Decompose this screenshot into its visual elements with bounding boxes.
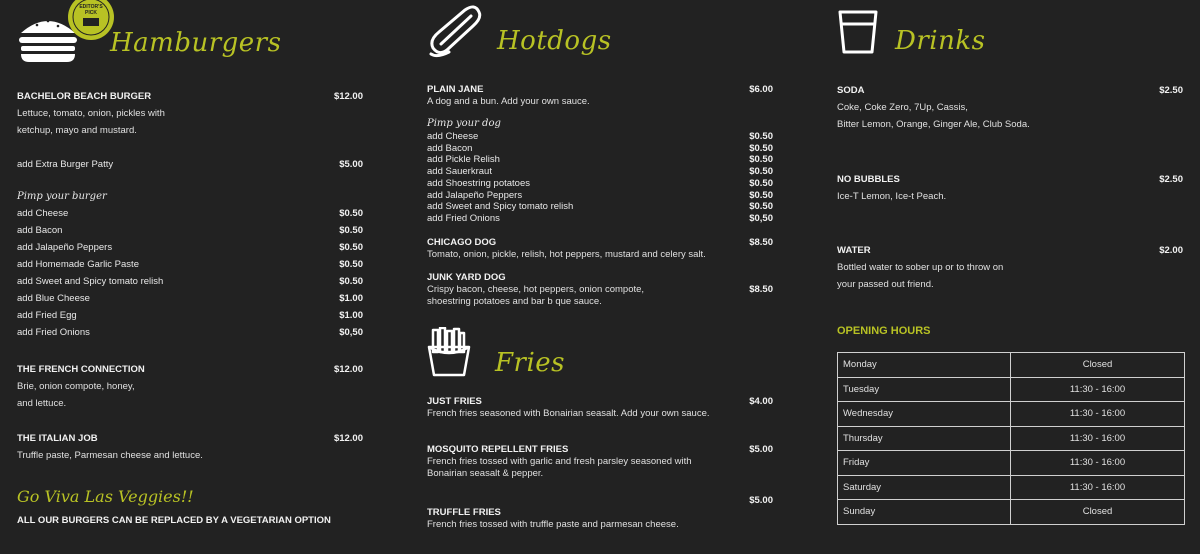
addon-price: $0.50 (749, 189, 773, 201)
addon-price: $0.50 (749, 131, 773, 142)
menu-item (17, 361, 363, 412)
addon-price: $0.50 (339, 259, 363, 270)
table-row (838, 426, 1185, 451)
item-name: CHICAGO DOG (427, 237, 497, 248)
addon-price: $0.50 (749, 177, 773, 189)
drinks-heading: Drinks (895, 26, 986, 56)
addon-price: $0.50 (339, 225, 363, 236)
addon-price: $0.50 (749, 154, 773, 166)
addon-price: $0,50 (749, 212, 773, 224)
item-desc: Ice-T Lemon, Ice-t Peach. (837, 191, 947, 202)
item-price: $4.00 (749, 396, 773, 407)
item-name: TRUFFLE FRIES (427, 507, 501, 518)
addon-label: add Fried Onions (427, 212, 500, 224)
item-desc: and lettuce. (17, 398, 67, 409)
table-row (838, 475, 1185, 500)
item-price: $5.00 (749, 495, 773, 506)
addon-price: $1.00 (339, 293, 363, 304)
burger-addons (17, 188, 363, 341)
addon-label: add Jalapeño Peppers (427, 189, 523, 201)
item-name: JUNK YARD DOG (427, 272, 506, 283)
item-name: PLAIN JANE (427, 84, 484, 95)
item-desc: Lettuce, tomato, onion, pickles with (17, 108, 165, 119)
menu-item (837, 242, 1183, 293)
badge-text: EDITOR'S PICK (79, 4, 103, 16)
day-cell: Sunday (838, 500, 1011, 525)
opening-hours-title: OPENING HOURS (837, 325, 931, 337)
item-desc: French fries tossed with truffle paste and parmesan cheese. (427, 519, 679, 530)
item-desc: French fries tossed with garlic and fresh parsley seasoned with (427, 456, 692, 467)
addon-price: $0.50 (749, 142, 773, 154)
item-name: NO BUBBLES (837, 174, 900, 185)
addon-price: $0.50 (339, 276, 363, 287)
table-row (838, 500, 1185, 525)
day-cell: Friday (838, 451, 1011, 476)
hotdog-addons (427, 117, 773, 225)
item-desc: French fries seasoned with Bonairian seasalt. Add your own sauce. (427, 408, 710, 419)
addon-label: add Blue Cheese (17, 293, 90, 304)
addon-price: $1.00 (339, 310, 363, 321)
time-cell: Closed (1011, 353, 1185, 378)
item-price: $12.00 (333, 364, 363, 375)
addon-label: add Homemade Garlic Paste (17, 259, 139, 270)
addon-label: add Cheese (17, 208, 69, 219)
fries-icon (427, 327, 471, 377)
item-desc: A dog and a bun. Add your own sauce. (427, 96, 590, 107)
addon-label: add Sweet and Spicy tomato relish (427, 201, 574, 213)
menu-item (17, 88, 363, 139)
day-cell: Wednesday (838, 402, 1011, 427)
veggie-note: ALL OUR BURGERS CAN BE REPLACED BY A VEGETARIAN OPTION (17, 515, 331, 526)
pimp-burger-title: Pimp your burger (17, 191, 107, 202)
item-desc: Bottled water to sober up or to throw on (837, 262, 1004, 273)
time-cell: Closed (1011, 500, 1185, 525)
table-row (838, 353, 1185, 378)
menu-item (427, 495, 773, 531)
opening-hours-table (837, 352, 1185, 525)
day-cell: Tuesday (838, 377, 1011, 402)
menu-item (427, 84, 773, 108)
item-desc: your passed out friend. (837, 279, 934, 290)
menu-item (837, 82, 1183, 133)
item-price: $2.50 (1159, 174, 1183, 185)
item-price: $12.00 (333, 433, 363, 444)
veggie-heading: Go Viva Las Veggies!! (17, 487, 194, 506)
item-desc: Brie, onion compote, honey, (17, 381, 135, 392)
extra-patty (17, 156, 363, 173)
addon-price: $0.50 (749, 166, 773, 178)
item-name: THE FRENCH CONNECTION (17, 364, 145, 375)
item-name: THE ITALIAN JOB (17, 433, 98, 444)
day-cell: Thursday (838, 426, 1011, 451)
item-name: WATER (837, 245, 871, 256)
item-name: SODA (837, 85, 865, 96)
addon-price: $0,50 (339, 327, 363, 338)
addon-label: add Bacon (17, 225, 63, 236)
item-price: $8.50 (749, 237, 773, 248)
addon-label: add Fried Egg (17, 310, 77, 321)
menu-item (427, 272, 773, 308)
time-cell: 11:30 - 16:00 (1011, 451, 1185, 476)
item-name: MOSQUITO REPELLENT FRIES (427, 444, 569, 455)
hamburgers-heading: Hamburgers (110, 28, 282, 58)
item-price: $2.00 (1159, 245, 1183, 256)
hotdogs-heading: Hotdogs (497, 26, 612, 56)
addon-label: add Fried Onions (17, 327, 90, 338)
addon-label: add Sauerkraut (427, 166, 492, 178)
item-price: $12.00 (333, 91, 363, 102)
time-cell: 11:30 - 16:00 (1011, 402, 1185, 427)
fries-heading: Fries (495, 348, 566, 378)
day-cell: Monday (838, 353, 1011, 378)
time-cell: 11:30 - 16:00 (1011, 377, 1185, 402)
extra-price: $5.00 (339, 159, 363, 170)
item-desc: Tomato, onion, pickle, relish, hot peppers, mustard and celery salt. (427, 249, 706, 260)
item-desc: shoestring potatoes and bar b que sauce. (427, 296, 602, 307)
item-price: $2.50 (1159, 85, 1183, 96)
cup-icon (837, 9, 879, 55)
table-row (838, 402, 1185, 427)
item-desc: Coke, Coke Zero, 7Up, Cassis, (837, 102, 968, 113)
item-price: $5.00 (749, 444, 773, 455)
item-desc: Crispy bacon, cheese, hot peppers, onion compote, (427, 284, 645, 295)
menu-item (427, 237, 773, 261)
extra-label: add Extra Burger Patty (17, 159, 114, 170)
hotdog-icon (427, 4, 483, 58)
addon-label: add Bacon (427, 142, 473, 154)
menu-item (17, 430, 363, 464)
item-name: BACHELOR BEACH BURGER (17, 91, 152, 102)
item-name: JUST FRIES (427, 396, 482, 407)
item-desc: ketchup, mayo and mustard. (17, 125, 137, 136)
addon-price: $0.50 (749, 201, 773, 213)
addon-price: $0.50 (339, 242, 363, 253)
pimp-dog-title: Pimp your dog (427, 118, 501, 129)
menu-item (837, 171, 1183, 205)
menu-item (427, 444, 773, 480)
item-desc: Bitter Lemon, Orange, Ginger Ale, Club Soda. (837, 119, 1030, 130)
addon-price: $0.50 (339, 208, 363, 219)
item-desc: Truffle paste, Parmesan cheese and lettuce. (17, 450, 203, 461)
addon-label: add Shoestring potatoes (427, 177, 530, 189)
table-row (838, 377, 1185, 402)
time-cell: 11:30 - 16:00 (1011, 475, 1185, 500)
item-price: $6.00 (749, 84, 773, 95)
addon-label: add Sweet and Spicy tomato relish (17, 276, 164, 287)
addon-label: add Pickle Relish (427, 154, 500, 166)
table-row (838, 451, 1185, 476)
addon-label: add Jalapeño Peppers (17, 242, 113, 253)
item-price: $8.50 (749, 284, 773, 295)
addon-label: add Cheese (427, 131, 479, 142)
time-cell: 11:30 - 16:00 (1011, 426, 1185, 451)
day-cell: Saturday (838, 475, 1011, 500)
item-desc: Bonairian seasalt & pepper. (427, 468, 544, 479)
menu-item (427, 396, 773, 420)
